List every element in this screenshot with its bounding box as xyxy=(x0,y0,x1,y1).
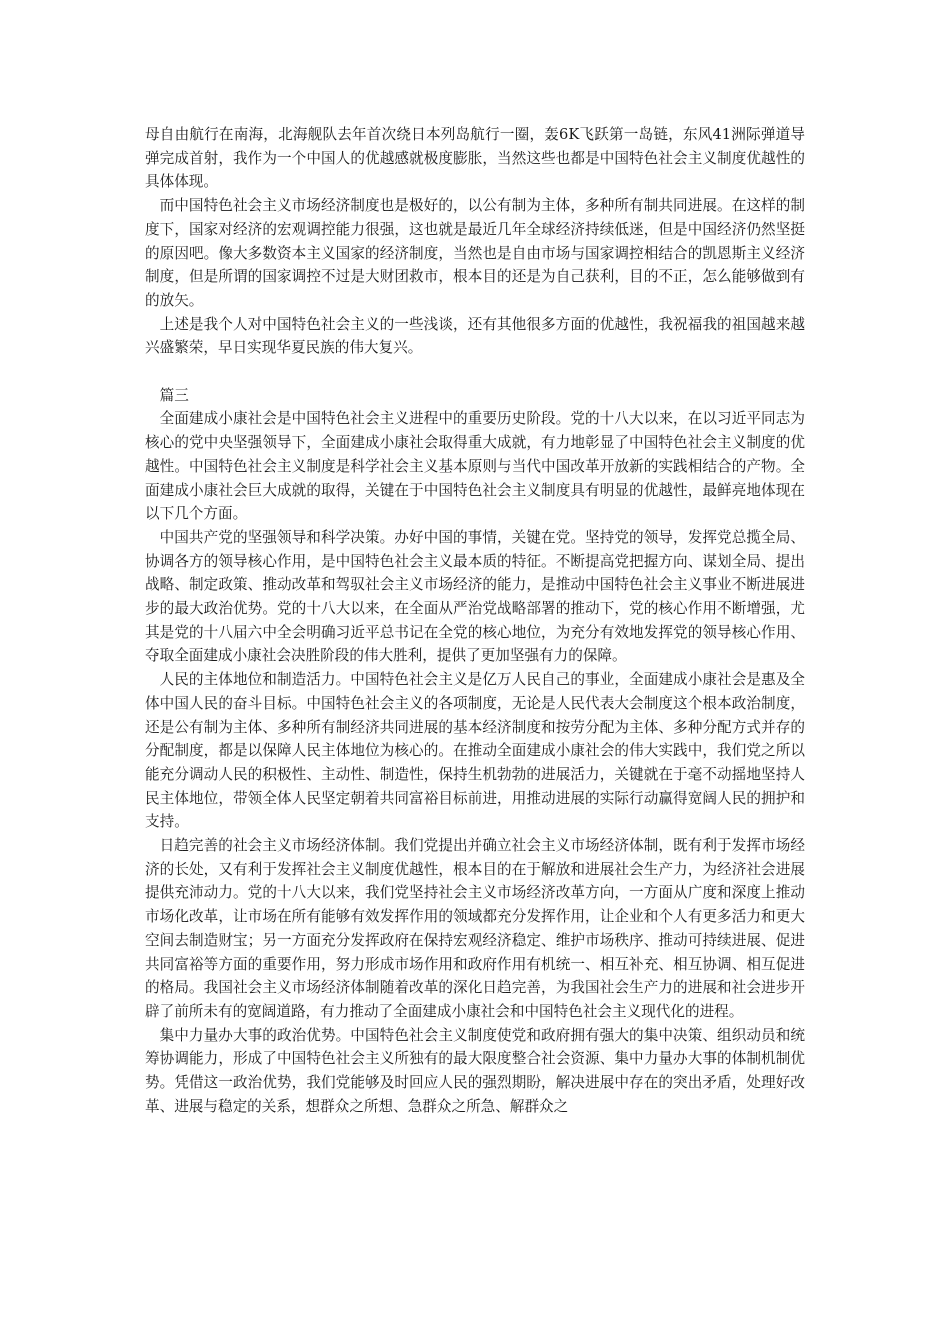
paragraph: 日趋完善的社会主义市场经济体制。我们党提出并确立社会主义市场经济体制，既有利于发挥市场经济的长处，又有利于发挥社会主义制度优越性，根本目的在于解放和进展社会生产力，为经济社会进展提供充沛动力。党的十八大以来，我们党坚持社会主义市场经济改革方向，一方面从广度和深度上推动市场化改革，让市场在所有能够有效发挥作用的领域都充分发挥作用，让企业和个人有更多活力和更大空间去制造财宝；另一方面充分发挥政府在保持宏观经济稳定、维护市场秩序、推动可持续进展、促进共同富裕等方面的重要作用，努力形成市场作用和政府作用有机统一、相互补充、相互协调、相互促进的格局。我国社会主义市场经济体制随着改革的深化日趋完善，为我国社会生产力的进展和社会进步开辟了前所未有的宽阔道路，有力推动了全面建成小康社会和中国特色社会主义现代化的进程。 xyxy=(145,837,805,1020)
paragraph: 人民的主体地位和制造活力。中国特色社会主义是亿万人民自己的事业，全面建成小康社会是惠及全体中国人民的奋斗目标。中国特色社会主义的各项制度，无论是人民代表大会制度这个根本政治制度，还是公有制为主体、多种所有制经济共同进展的基本经济制度和按劳分配为主体、多种分配方式并存的分配制度，都是以保障人民主体地位为核心的。在推动全面建成小康社会的伟大实践中，我们党之所以能充分调动人民的积极性、主动性、制造性，保持生机勃勃的进展活力，关键就在于毫不动摇地坚持人民主体地位，带领全体人民坚定朝着共同富裕目标前进，用推动进展的实际行动赢得宽阔人民的拥护和支持。 xyxy=(145,671,805,831)
paragraph-continued: 母自由航行在南海，北海舰队去年首次绕日本列岛航行一圈，轰6K飞跃第一岛链，东风41洲际弹道导弹完成首射，我作为一个中国人的优越感就极度膨胀，当然这些也都是中国特色社会主义制度优越性的具体体现。 xyxy=(145,126,805,191)
section-heading: 篇三 xyxy=(159,386,189,404)
paragraph: 中国共产党的坚强领导和科学决策。办好中国的事情，关键在党。坚持党的领导，发挥党总揽全局、协调各方的领导核心作用，是中国特色社会主义最本质的特征。不断提高党把握方向、谋划全局、提出战略、制定政策、推动改革和驾驭社会主义市场经济的能力，是推动中国特色社会主义事业不断进展进步的最大政治优势。党的十八大以来，在全面从严治党战略部署的推动下，党的核心作用不断增强，尤其是党的十八届六中全会明确习近平总书记在全党的核心地位，为充分有效地发挥党的领导核心作用、夺取全面建成小康社会决胜阶段的伟大胜利，提供了更加坚强有力的保障。 xyxy=(145,528,805,665)
blank-line xyxy=(145,360,805,384)
paragraph: 全面建成小康社会是中国特色社会主义进程中的重要历史阶段。党的十八大以来，在以习近平同志为核心的党中央坚强领导下，全面建成小康社会取得重大成就，有力地彰显了中国特色社会主义制度的优越性。中国特色社会主义制度是科学社会主义基本原则与当代中国改革开放新的实践相结合的产物。全面建成小康社会巨大成就的取得，关键在于中国特色社会主义制度具有明显的优越性，最鲜亮地体现在以下几个方面。 xyxy=(145,410,805,523)
paragraph: 上述是我个人对中国特色社会主义的一些浅谈，还有其他很多方面的优越性，我祝福我的祖国越来越兴盛繁荣，早日实现华夏民族的伟大复兴。 xyxy=(145,315,805,357)
paragraph: 而中国特色社会主义市场经济制度也是极好的，以公有制为主体，多种所有制共同进展。在这样的制度下，国家对经济的宏观调控能力很强，这也就是最近几年全球经济持续低迷，但是中国经济仍然坚挺的原因吧。像大多数资本主义国家的经济制度，当然也是自由市场与国家调控相结合的凯恩斯主义经济制度，但是所谓的国家调控不过是大财团救市，根本目的还是为自己获利，目的不正，怎么能够做到有的放矢。 xyxy=(145,197,805,309)
document-body xyxy=(145,123,805,1119)
paragraph: 集中力量办大事的政治优势。中国特色社会主义制度使党和政府拥有强大的集中决策、组织动员和统筹协调能力，形成了中国特色社会主义所独有的最大限度整合社会资源、集中力量办大事的体制机制优势。凭借这一政治优势，我们党能够及时回应人民的强烈期盼，解决进展中存在的突出矛盾，处理好改革、进展与稳定的关系，想群众之所想、急群众之所急、解群众之 xyxy=(145,1026,805,1115)
